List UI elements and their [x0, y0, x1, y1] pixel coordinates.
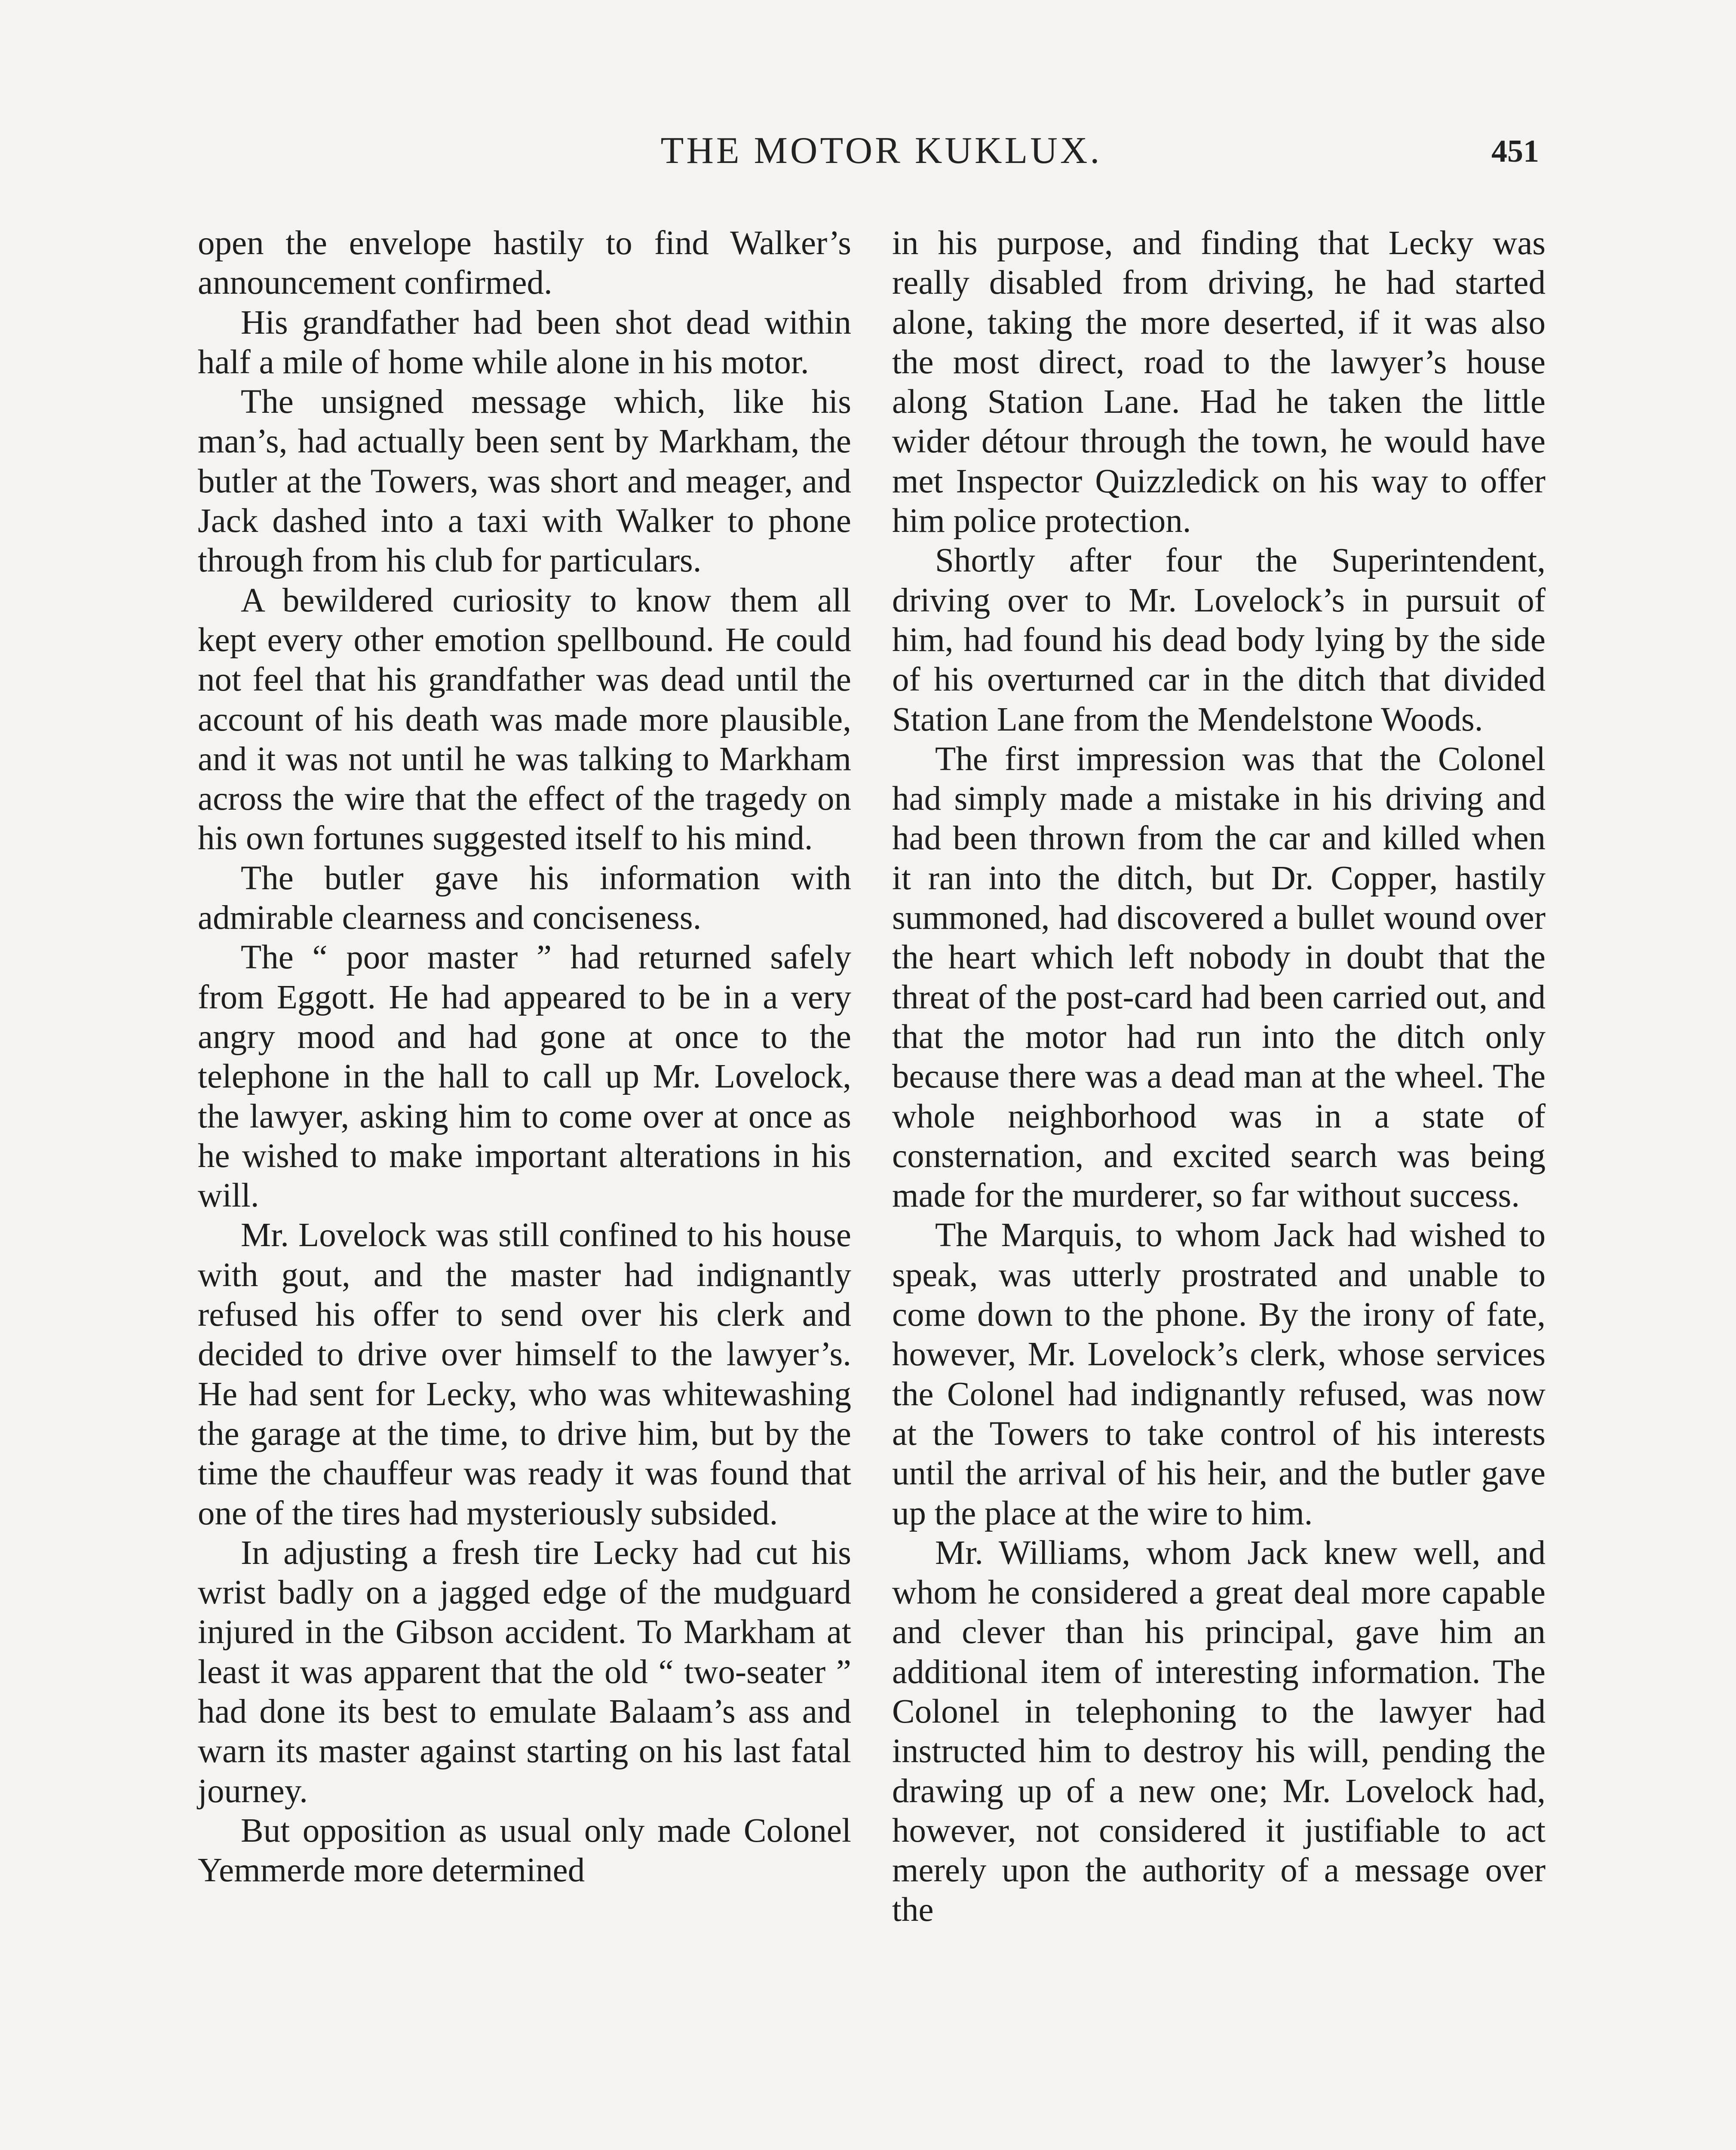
paragraph: The first impression was that the Colonel had simply made a mistake in his driving and had been thrown from the car and killed when it ran into the ditch, but Dr. Copper, hastily summoned, had discovered a bullet wound over the heart which left nobody in doubt that the threat of the post-card had been carried out, and that the motor had run into the ditch only because there was a dead man at the wheel. The whole neighborhood was in a state of consternation, and excited search was being made for the murderer, so far without success. [892, 740, 1546, 1215]
paragraph: in his purpose, and finding that Lecky was really disabled from driving, he had started alone, taking the more deserted, if it was also the most direct, road to the lawyer’s house along Station Lane. Had he taken the little wider détour through the town, he would have met Inspector Quizzledick on his way to offer him police protection. [892, 224, 1546, 540]
paragraph: The Marquis, to whom Jack had wished to speak, was utterly prostrated and unable to come down to the phone. By the irony of fate, however, Mr. Lovelock’s clerk, whose services the Colonel had indignantly refused, was now at the Towers to take control of his interests until the arrival of his heir, and the butler gave up the place at the wire to him. [892, 1216, 1546, 1532]
right-column [892, 224, 1546, 1930]
paragraph: The butler gave his information with admirable clearness and conciseness. [198, 859, 851, 937]
paragraph: Mr. Williams, whom Jack knew well, and whom he considered a great deal more capable and clever than his principal, gave him an additional item of interesting information. The Colonel in telephoning to the lawyer had instructed him to destroy his will, pending the drawing up of a new one; Mr. Lovelock had, however, not considered it justifiable to act merely upon the authority of a message over the [892, 1534, 1546, 1929]
paragraph: His grandfather had been shot dead within half a mile of home while alone in his motor. [198, 304, 851, 381]
paragraph: But opposition as usual only made Colonel Yemmerde more determined [198, 1812, 851, 1889]
paragraph: Shortly after four the Superintendent, driving over to Mr. Lovelock’s in pursuit of him, had found his dead body lying by the side of his overturned car in the ditch that divided Station Lane from the Mendelstone Woods. [892, 542, 1546, 738]
paragraph: open the envelope hastily to find Walker’s announcement confirmed. [198, 224, 851, 302]
paragraph: The unsigned message which, like his man’s, had actually been sent by Markham, the butler at the Towers, was short and meager, and Jack dashed into a taxi with Walker to phone through from his club for particulars. [198, 383, 851, 580]
page-number: 451 [1491, 134, 1539, 169]
paragraph: Mr. Lovelock was still confined to his house with gout, and the master had indignantly refused his offer to send over his clerk and decided to drive over himself to the lawyer’s. He had sent for Lecky, who was whitewashing the garage at the time, to drive him, but by the time the chauffeur was ready it was found that one of the tires had mysteriously subsided. [198, 1216, 851, 1532]
paragraph: In adjusting a fresh tire Lecky had cut his wrist badly on a jagged edge of the mudguard injured in the Gibson accident. To Markham at least it was apparent that the old “ two-seater ” had done its best to emulate Balaam’s ass and warn its master against starting on his last fatal journey. [198, 1534, 851, 1810]
paragraph: A bewildered curiosity to know them all kept every other emotion spellbound. He could not feel that his grandfather was dead until the account of his death was made more plausible, and it was not until he was talking to Markham across the wire that the effect of the tragedy on his own fortunes suggested itself to his mind. [198, 581, 851, 857]
paragraph: The “ poor master ” had returned safely from Eggott. He had appeared to be in a very angry mood and had gone at once to the telephone in the hall to call up Mr. Lovelock, the lawyer, asking him to come over at once as he wished to make important alterations in his will. [198, 939, 851, 1215]
running-title: THE MOTOR KUKLUX. [660, 130, 1102, 172]
left-column [198, 224, 851, 1890]
